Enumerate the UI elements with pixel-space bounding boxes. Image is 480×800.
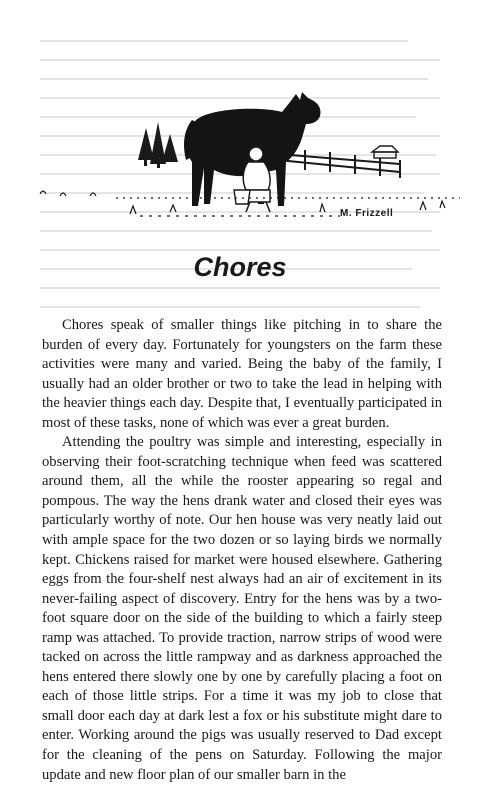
body-text bbox=[42, 316, 442, 785]
pine-trees bbox=[138, 122, 178, 168]
artist-signature: M. Frizzell bbox=[340, 208, 394, 219]
distant-house bbox=[372, 146, 398, 158]
paragraph: Chores speak of smaller things like pitching in to share the burden of every day. Fortunately for youngsters on the farm these activities were many and varied. Being the baby of the family, I usually had an older brother or two to take the lead in helping with the heavier things each day. Despite that, I eventually participated in most of these tasks, none of which was ever a great burden. bbox=[42, 317, 442, 431]
paragraph: Attending the poultry was simple and interesting, especially in observing their foot-scratching technique when feed was scattered around them, all the while the rooster appearing so regal and pompous. The way the hens drank water and closed their eyes was particularly worthy of note. Our hen house was very neatly laid out with ample space for the two dozen or so laying birds we normally kept. Chickens raised for market were housed elsewhere. Gathering eggs from the four-shelf nest always had an air of excitement in its never-failing aspect of discovery. Entry for the hens was by a two-foot square door on the side of the building to which a fairly steep ramp was attached. To provide traction, narrow strips of wood were tacked on across the little rampway and as darkness approached the hens entered there slowly one by one by carefully placing a foot on each of those little strips. For a time it was my job to close that small door each day at dark lest a fox or his substitute might dare to enter. Working around the pigs was usually reserved to Dad except for the cleaning of the pens on Saturday. Following the major update and new floor plan of our smaller barn in the bbox=[42, 434, 442, 783]
cow-milking-illustration bbox=[20, 78, 460, 238]
chapter-title: Chores bbox=[193, 252, 287, 282]
milk-pail bbox=[234, 190, 250, 204]
